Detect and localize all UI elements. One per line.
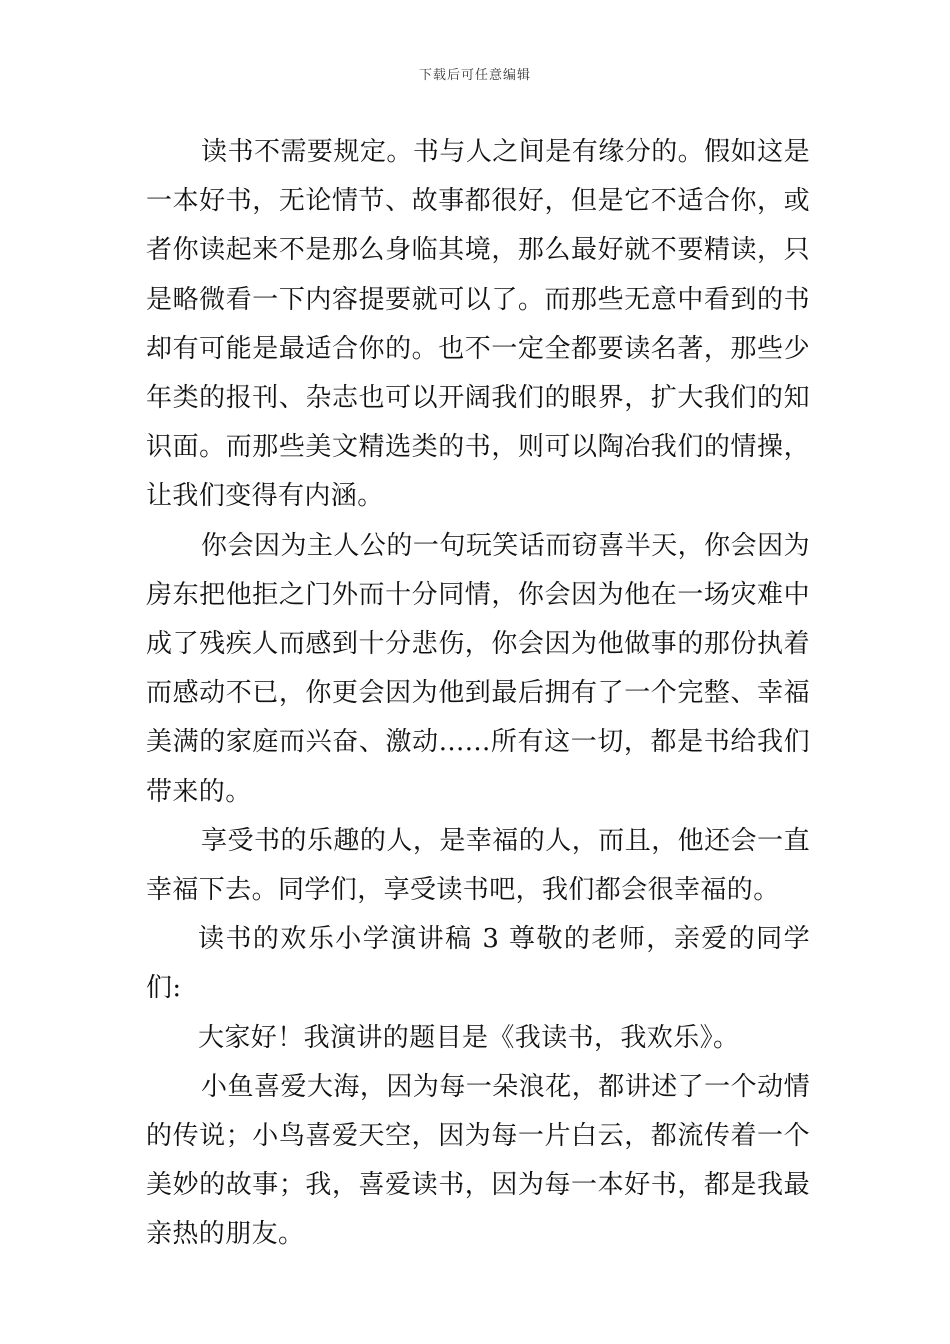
paragraph-joy-of-reading: 享受书的乐趣的人，是幸福的人，而且，他还会一直幸福下去。同学们，享受读书吧，我们都会很幸福的。: [146, 825, 810, 906]
paragraph-story-emotions: 你会因为主人公的一句玩笑话而窃喜半天，你会因为房东把他拒之门外而十分同情，你会因为他在一场灾难中成了残疾人而感到十分悲伤，你会因为他做事的那份执着而感动不已，你更会因为他到最后拥有了一个完整、幸福美满的家庭而兴奋、激动......所有这一切，都是书给我们带来的。: [146, 530, 810, 807]
page-header: 下载后可任意编辑: [418, 68, 531, 83]
paragraph-greeting: 大家好！我演讲的题目是《我读书，我欢乐》。: [198, 1022, 740, 1053]
paragraph-speech-title-line: 读书的欢乐小学演讲稿 3 尊敬的老师，亲爱的同学们:: [146, 924, 810, 1004]
paragraph-fish-bird-book: 小鱼喜爱大海，因为每一朵浪花，都讲述了一个动情的传说；小鸟喜爱天空，因为每一片白云，都流传着一个美妙的故事；我，喜爱读书，因为每一本好书，都是我最亲热的朋友。: [146, 1071, 810, 1250]
paragraph-reading-rules: 读书不需要规定。书与人之间是有缘分的。假如这是一本好书，无论情节、故事都很好，但是它不适合你，或者你读起来不是那么身临其境，那么最好就不要精读，只是略微看一下内容提要就可以了。而那些无意中看到的书却有可能是最适合你的。也不一定全都要读名著，那些少年类的报刊、杂志也可以开阔我们的眼界，扩大我们的知识面。而那些美文精选类的书，则可以陶冶我们的情操，让我们变得有内涵。: [146, 137, 810, 512]
document-body: [146, 128, 810, 1260]
